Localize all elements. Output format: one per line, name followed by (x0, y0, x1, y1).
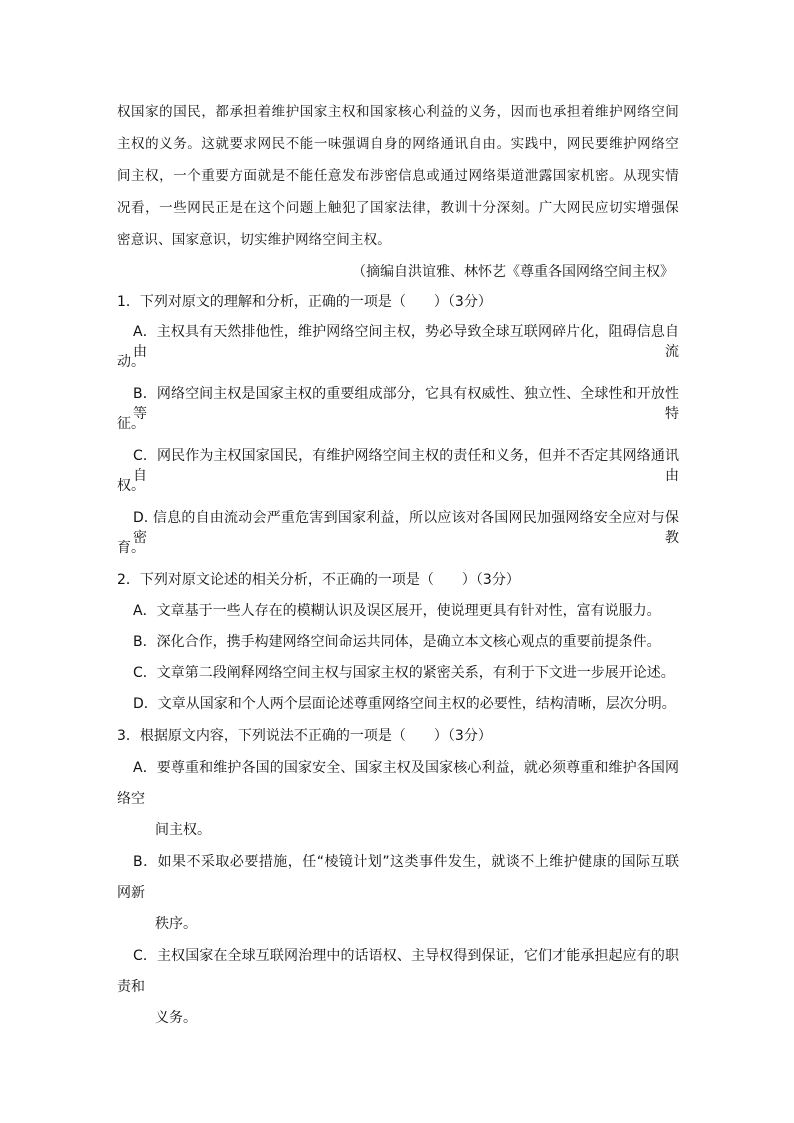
q1-option-d: D. 信息的自由流动会严重危害到国家利益，所以应该对各国网民加强网络安全应对与保密教 (133, 510, 679, 546)
q1-option-b-cont: 征。 (117, 416, 145, 432)
passage-line-5: 密意识、国家意识，切实维护网络空间主权。 (117, 232, 391, 248)
q3-option-c-cont: 责和 (117, 979, 145, 995)
q3-option-c-tail: 义务。 (155, 1010, 197, 1026)
q2-option-b: B．深化合作，携手构建网络空间命运共同体，是确立本文核心观点的重要前提条件。 (133, 634, 661, 650)
passage-line-4: 况看，一些网民正是在这个问题上触犯了国家法律，教训十分深刻。广大网民应切实增强保 (117, 200, 679, 216)
q3-option-c: C．主权国家在全球互联网治理中的话语权、主导权得到保证，它们才能承担起应有的职 (133, 948, 679, 964)
q2-option-d: D．文章从国家和个人两个层面论述尊重网络空间主权的必要性，结构清晰，层次分明。 (133, 696, 676, 712)
question-2-stem: 2．下列对原文论述的相关分析，不正确的一项是（ ）（3分） (117, 572, 520, 588)
passage-line-3: 间主权，一个重要方面就是不能任意发布涉密信息或通过网络渠道泄露国家机密。从现实情 (117, 168, 679, 184)
question-3-stem: 3．根据原文内容，下列说法不正确的一项是（ ）（3分） (117, 728, 492, 744)
q1-option-d-cont: 育。 (117, 540, 145, 556)
q1-option-a: A．主权具有天然排他性，维护网络空间主权，势必导致全球互联网碎片化，阻碍信息自由流 (133, 324, 679, 360)
q3-option-a-cont: 络空 (117, 791, 145, 807)
q3-option-a: A．要尊重和维护各国的国家安全、国家主权及国家核心利益，就必须尊重和维护各国网 (133, 760, 679, 776)
question-1-stem: 1．下列对原文的理解和分析，正确的一项是（ ）（3分） (117, 294, 492, 310)
q3-option-b-cont: 网新 (117, 885, 145, 901)
passage-line-1: 权国家的国民，都承担着维护国家主权和国家核心利益的义务，因而也承担着维护网络空间 (117, 104, 679, 120)
q3-option-b-tail: 秩序。 (155, 916, 197, 932)
q1-option-c-cont: 权。 (117, 478, 145, 494)
q1-option-a-cont: 动。 (117, 354, 145, 370)
q2-option-a: A．文章基于一些人存在的模糊认识及误区展开，使说理更具有针对性，富有说服力。 (133, 603, 661, 619)
q2-option-c: C．文章第二段阐释网络空间主权与国家主权的紧密关系，有利于下文进一步展开论述。 (133, 665, 675, 681)
passage-source: （摘编自洪谊雅、林怀艺《尊重各国网络空间主权》 (352, 264, 674, 280)
q1-option-c: C．网民作为主权国家国民，有维护网络空间主权的责任和义务，但并不否定其网络通讯自由 (133, 448, 679, 484)
q1-option-b: B．网络空间主权是国家主权的重要组成部分，它具有权威性、独立性、全球性和开放性等特 (133, 386, 679, 422)
passage-line-2: 主权的义务。这就要求网民不能一味强调自身的网络通讯自由。实践中，网民要维护网络空 (117, 136, 679, 152)
q3-option-a-tail: 间主权。 (155, 822, 211, 838)
q3-option-b: B．如果不采取必要措施，任“棱镜计划”这类事件发生，就谈不上维护健康的国际互联 (133, 854, 679, 870)
